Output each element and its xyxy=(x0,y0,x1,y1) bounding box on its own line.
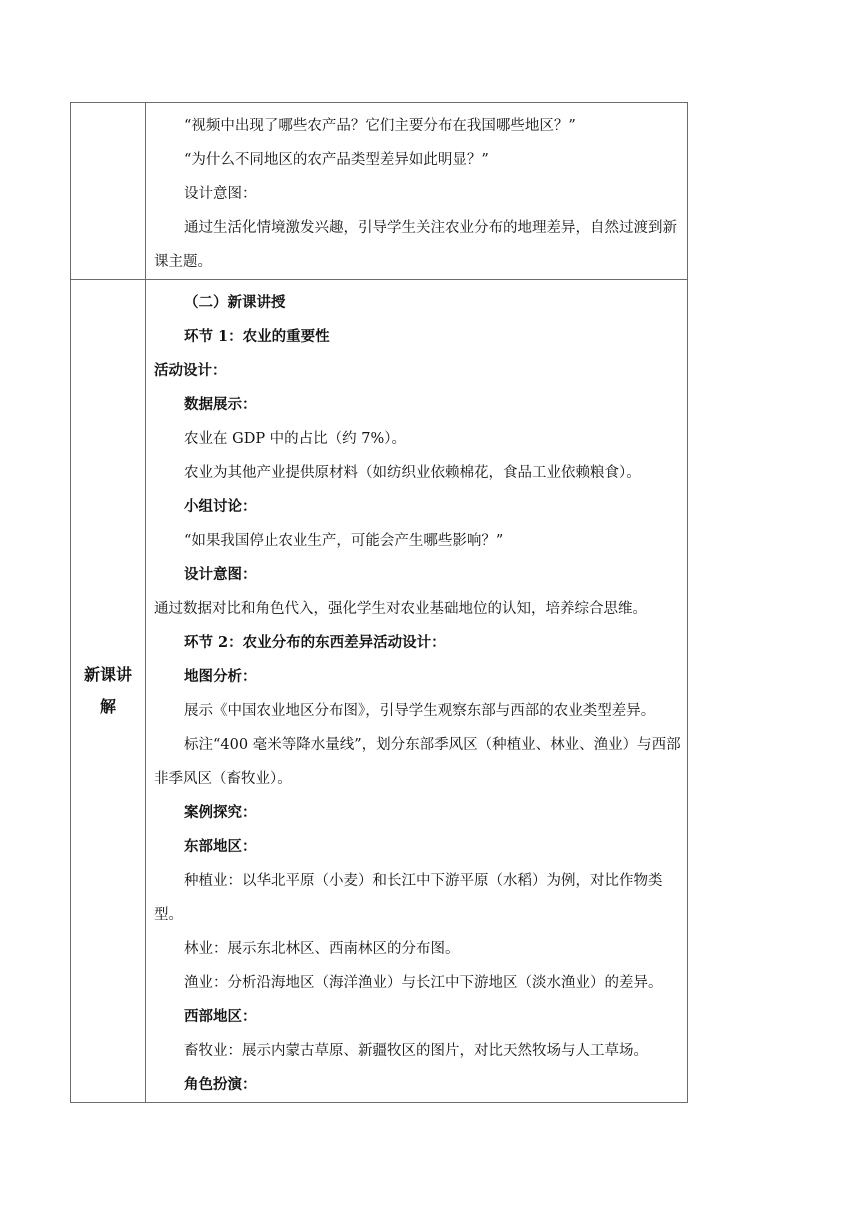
design-intent-text: 通过生活化情境激发兴趣，引导学生关注农业分布的地理差异，自然过渡到新课主题。 xyxy=(154,220,677,270)
row-content-cell-new-lesson xyxy=(146,280,688,1103)
case-study-heading: 案例探究： xyxy=(184,804,257,821)
fishery-text: 渔业：分析沿海地区（海洋渔业）与长江中下游地区（淡水渔业）的差异。 xyxy=(184,975,663,991)
question-line-2: “为什么不同地区的农产品类型差异如此明显？” xyxy=(184,152,489,168)
row-label: 新课讲解 xyxy=(83,665,132,716)
east-region-heading: 东部地区： xyxy=(184,838,257,855)
forestry-text: 林业：展示东北林区、西南林区的分布图。 xyxy=(184,941,460,957)
question-line-1: “视频中出现了哪些农产品？它们主要分布在我国哪些地区？” xyxy=(184,118,576,134)
design-intent-heading: 设计意图： xyxy=(184,566,257,583)
precipitation-line-text: 标注“400 毫米等降水量线”，划分东部季风区（种植业、林业、渔业）与西部非季风区（畜牧业）。 xyxy=(154,737,681,787)
role-play-heading: 角色扮演： xyxy=(184,1076,257,1093)
animal-husbandry-text: 畜牧业：展示内蒙古草原、新疆牧区的图片，对比天然牧场与人工草场。 xyxy=(184,1043,648,1059)
map-analysis-heading: 地图分析： xyxy=(184,668,257,685)
west-region-heading: 西部地区： xyxy=(184,1008,257,1025)
design-intent-heading: 设计意图： xyxy=(184,186,257,202)
planting-text: 种植业：以华北平原（小麦）和长江中下游平原（水稻）为例，对比作物类型。 xyxy=(154,873,663,923)
data-display-heading: 数据展示： xyxy=(184,396,257,413)
lesson-plan-table xyxy=(70,102,688,1103)
gdp-share-text: 农业在 GDP 中的占比（约 7%）。 xyxy=(184,431,407,447)
row-content-cell-intro xyxy=(146,103,688,280)
group-discussion-heading: 小组讨论： xyxy=(184,498,257,515)
map-display-text: 展示《中国农业地区分布图》，引导学生观察东部与西部的农业类型差异。 xyxy=(184,703,656,719)
design-intent-text: 通过数据对比和角色代入，强化学生对农业基础地位的认知，培养综合思维。 xyxy=(154,601,647,617)
table-row-intro xyxy=(71,103,688,280)
step-1-heading: 环节 1：农业的重要性 xyxy=(184,328,330,345)
discussion-question: “如果我国停止农业生产，可能会产生哪些影响？” xyxy=(184,533,504,549)
activity-design-heading: 活动设计： xyxy=(154,362,227,379)
table-row-new-lesson xyxy=(71,280,688,1103)
section-heading: （二）新课讲授 xyxy=(184,294,286,311)
row-label-cell-empty xyxy=(71,103,146,280)
step-2-heading: 环节 2：农业分布的东西差异活动设计： xyxy=(184,634,446,651)
row-label-cell-new-lesson xyxy=(71,280,146,1103)
raw-material-text: 农业为其他产业提供原材料（如纺织业依赖棉花，食品工业依赖粮食）。 xyxy=(184,465,641,481)
